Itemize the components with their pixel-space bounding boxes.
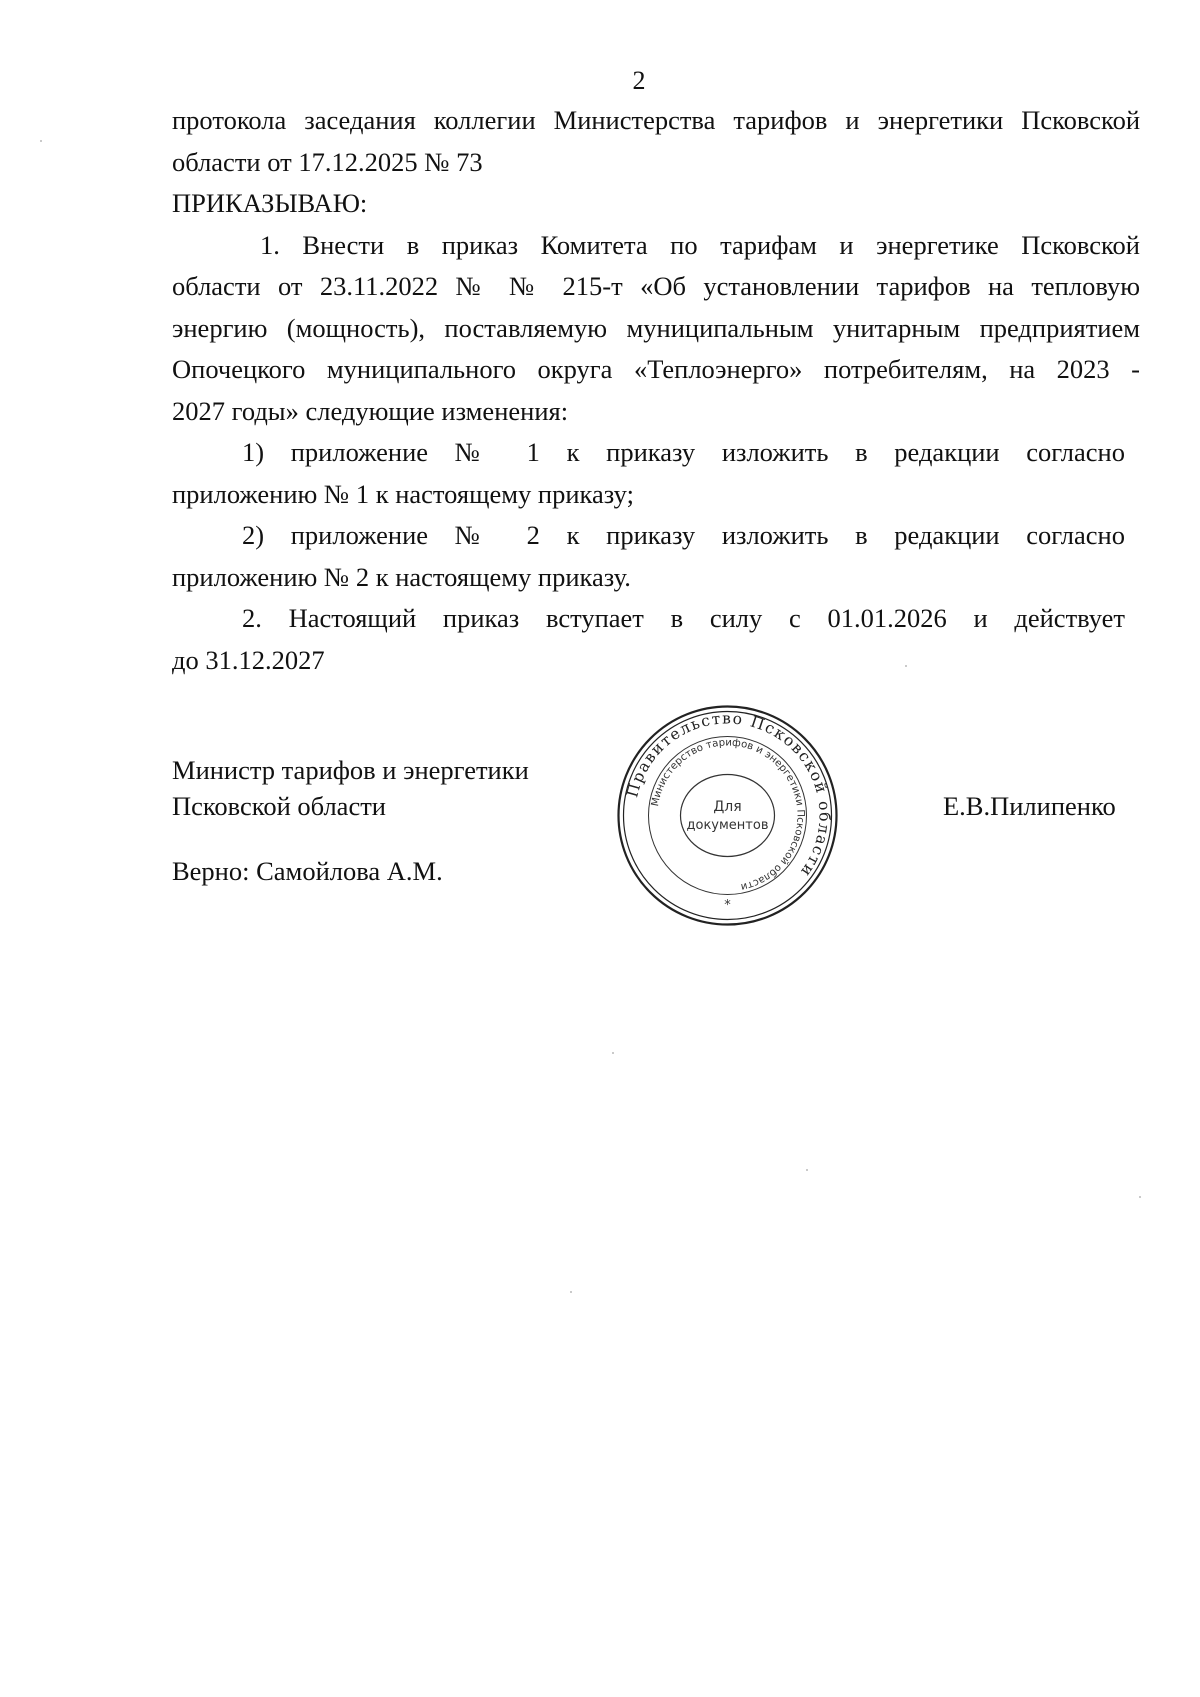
- stamp-outer-text: Правительство Псковской области: [623, 709, 834, 881]
- order-heading: ПРИКАЗЫВАЮ:: [172, 188, 368, 218]
- document-body: [172, 100, 1140, 681]
- body-line: Опочецкого муниципального округа «Теплоэнерго» потребителям, на 2023 -: [172, 354, 1140, 384]
- body-line: области от 17.12.2025 № 73: [172, 146, 483, 177]
- body-line: энергию (мощность), поставляемую муниципальным унитарным предприятием: [172, 312, 1140, 343]
- scan-speck: [1139, 1196, 1141, 1198]
- stamp-center-line1: Для: [713, 799, 742, 815]
- verified-by: Верно: Самойлова А.М.: [172, 856, 443, 886]
- stamp-inner-text: Министерство тарифов и энергетики Псковской области: [650, 737, 806, 893]
- body-line: до 31.12.2027: [172, 644, 325, 675]
- signatory-name: Е.В.Пилипенко: [943, 791, 1116, 821]
- scan-speck: [806, 1169, 808, 1171]
- stamp-center-line2: документов: [686, 818, 769, 833]
- body-line: 1. Внести в приказ Комитета по тарифам и энергетике Псковской: [260, 229, 1140, 260]
- signatory-position-line2: Псковской области: [172, 791, 386, 821]
- scan-speck: [570, 1291, 572, 1293]
- body-line: 2. Настоящий приказ вступает в силу с 01.01.2026 и действует: [242, 603, 1125, 633]
- scan-speck: [905, 665, 907, 667]
- body-line: 2) приложение № 2 к приказу изложить в редакции согласно: [242, 520, 1125, 550]
- stamp-star: *: [724, 898, 731, 913]
- body-line: 1) приложение № 1 к приказу изложить в редакции согласно: [242, 437, 1125, 467]
- signatory-position-line1: Министр тарифов и энергетики: [172, 755, 529, 785]
- body-line: области от 23.11.2022 № № 215-т «Об установлении тарифов на тепловую: [172, 271, 1140, 301]
- page-number: 2: [632, 66, 646, 95]
- signatory-position: [172, 752, 529, 824]
- body-line: 2027 годы» следующие изменения:: [172, 395, 569, 426]
- body-line: приложению № 1 к настоящему приказу;: [172, 478, 634, 509]
- official-stamp: [615, 703, 840, 928]
- body-line: приложению № 2 к настоящему приказу.: [172, 561, 631, 592]
- scan-speck: [612, 1052, 614, 1054]
- scan-speck: [40, 140, 42, 142]
- body-line: протокола заседания коллегии Министерства тарифов и энергетики Псковской: [172, 105, 1140, 135]
